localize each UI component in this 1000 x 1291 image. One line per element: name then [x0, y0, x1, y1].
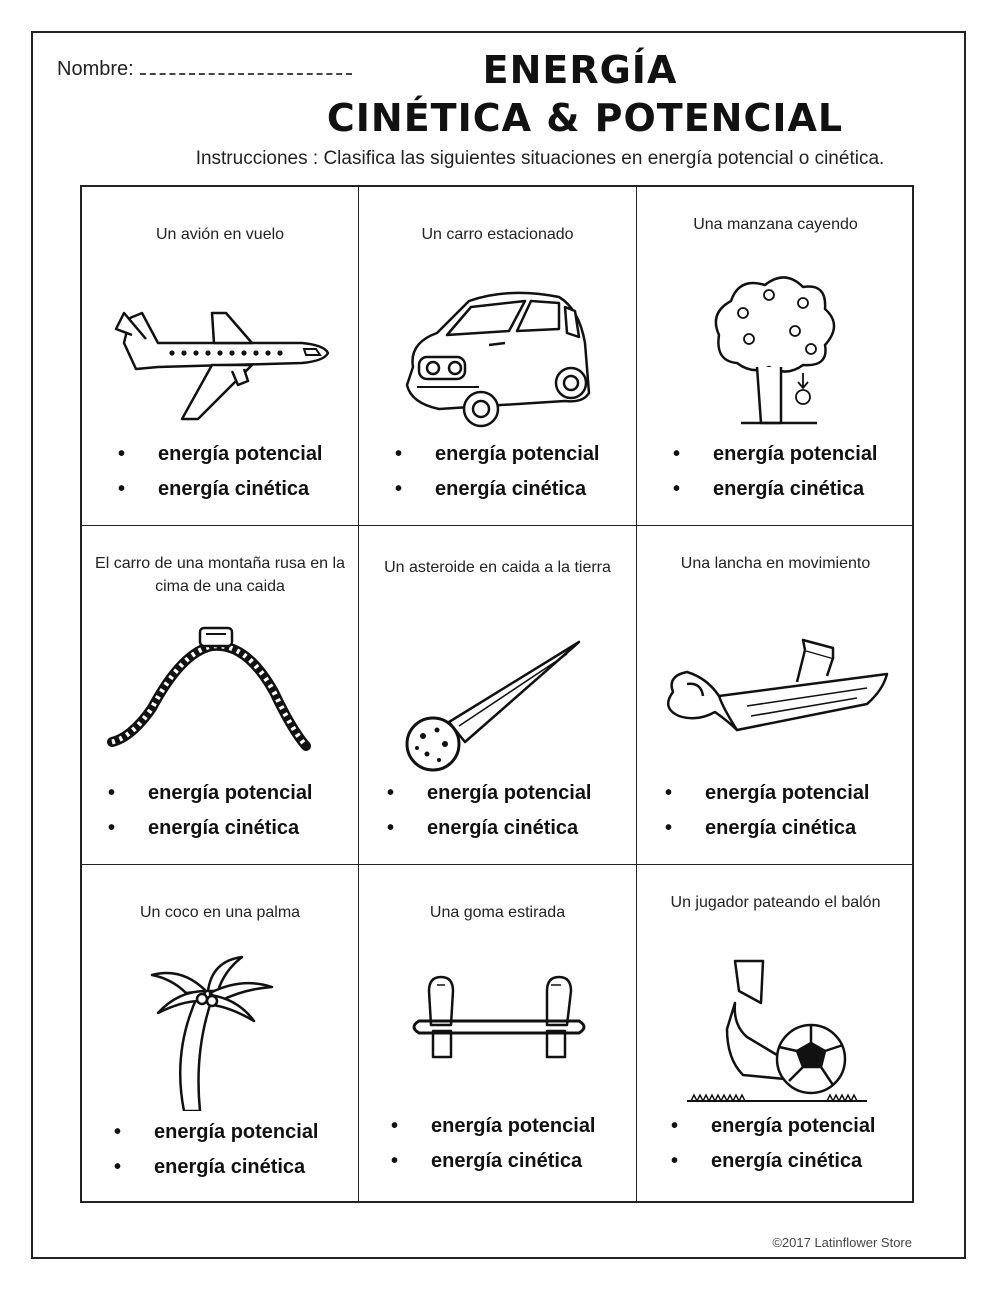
option-potential[interactable]: • energía potencial	[108, 776, 313, 811]
situation-label: Un coco en una palma	[139, 904, 301, 921]
option-kinetic[interactable]: • energía cinética	[395, 472, 600, 507]
airplane-icon	[102, 273, 340, 433]
option-kinetic[interactable]: • energía cinética	[665, 811, 870, 846]
option-list	[671, 1109, 876, 1179]
option-kinetic[interactable]: • energía cinética	[673, 472, 878, 507]
option-potential[interactable]: • energía potencial	[387, 776, 592, 811]
option-potential[interactable]: • energía potencial	[671, 1109, 876, 1144]
situation-label: Un asteroide en caida a la tierra	[384, 559, 611, 576]
situations-grid	[80, 185, 914, 1203]
situation-label: Un jugador pateando el balón	[670, 894, 881, 911]
situation-label: Un avión en vuelo	[155, 226, 285, 243]
option-potential[interactable]: • energía potencial	[665, 776, 870, 811]
soccer-kick-icon	[657, 951, 895, 1111]
asteroid-icon	[379, 612, 617, 772]
option-list	[387, 776, 592, 846]
situation-card-asteroid	[359, 526, 637, 865]
situation-card-coconut	[82, 865, 359, 1203]
option-kinetic[interactable]: • energía cinética	[387, 811, 592, 846]
situation-card-car	[359, 187, 637, 526]
situation-card-soccer	[637, 865, 914, 1203]
option-list	[665, 776, 870, 846]
instructions: Instrucciones : Clasifica las siguientes situaciones en energía potencial o cinética.	[195, 148, 885, 169]
option-kinetic[interactable]: • energía cinética	[108, 811, 313, 846]
option-list	[118, 437, 323, 507]
palm-tree-icon	[102, 951, 340, 1111]
name-field-row	[57, 58, 352, 81]
situation-card-roller-coaster	[82, 526, 359, 865]
option-kinetic[interactable]: • energía cinética	[114, 1150, 319, 1185]
option-list	[108, 776, 313, 846]
car-icon	[379, 273, 617, 433]
copyright-footer: ©2017 Latinflower Store	[772, 1235, 912, 1250]
roller-coaster-icon	[102, 612, 340, 772]
apple-tree-icon	[657, 273, 895, 433]
situation-label: Una goma estirada	[429, 904, 566, 921]
option-list	[673, 437, 878, 507]
option-potential[interactable]: • energía potencial	[673, 437, 878, 472]
situation-card-apple	[637, 187, 914, 526]
option-kinetic[interactable]: • energía cinética	[391, 1144, 596, 1179]
situation-card-rubber-band	[359, 865, 637, 1203]
rubber-band-icon	[379, 951, 617, 1111]
option-kinetic[interactable]: • energía cinética	[671, 1144, 876, 1179]
option-list	[395, 437, 600, 507]
option-potential[interactable]: • energía potencial	[114, 1115, 319, 1150]
option-list	[114, 1115, 319, 1185]
situation-label: Un carro estacionado	[421, 226, 574, 243]
option-potential[interactable]: • energía potencial	[391, 1109, 596, 1144]
option-list	[391, 1109, 596, 1179]
situation-label: Una lancha en movimiento	[680, 555, 871, 572]
option-potential[interactable]: • energía potencial	[118, 437, 323, 472]
page-title-line2: CINÉTICA & POTENCIAL	[326, 96, 844, 140]
name-label: Nombre:	[57, 58, 134, 80]
name-blank-line[interactable]	[140, 59, 352, 75]
situation-label: El carro de una montaña rusa en la cima de una caida	[95, 555, 345, 595]
option-potential[interactable]: • energía potencial	[395, 437, 600, 472]
situation-card-airplane	[82, 187, 359, 526]
speedboat-icon	[657, 612, 895, 772]
page-title-line1: ENERGÍA	[482, 48, 678, 92]
situation-label: Una manzana cayendo	[693, 216, 858, 233]
situation-card-speedboat	[637, 526, 914, 865]
option-kinetic[interactable]: • energía cinética	[118, 472, 323, 507]
